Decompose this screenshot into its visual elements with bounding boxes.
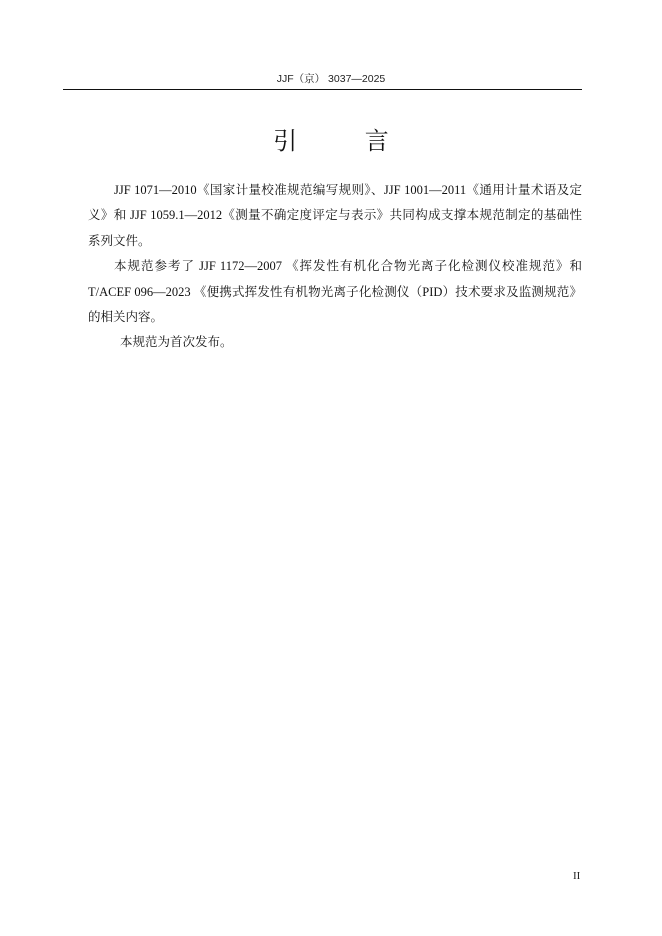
paragraph-2 <box>62 254 582 330</box>
paragraph-line: JJF 1071—2010《国家计量校准规范编写规则》、JJF 1001—2011《通用计量术语及定 <box>114 183 582 197</box>
section-title: 引 言 <box>273 127 419 155</box>
paragraph-line: 的相关内容。 <box>88 310 164 325</box>
paragraph-3 <box>62 330 582 355</box>
paragraph-line: 本规范参考了 JJF 1172—2007 《挥发性有机化合物光离子化检测仪校准规范》和 <box>114 259 582 274</box>
page-number: II <box>573 870 581 882</box>
document-body <box>62 178 582 356</box>
paragraph-line: 义》和 JJF 1059.1—2012《测量不确定度评定与表示》共同构成支撑本规范制定的基础性 <box>88 208 582 223</box>
document-code-header: JJF（京） 3037—2025 <box>276 73 386 85</box>
paragraph-line: 本规范为首次发布。 <box>120 335 233 350</box>
paragraph-line: 系列文件。 <box>88 233 151 248</box>
paragraph-1 <box>62 178 582 254</box>
paragraph-line: T/ACEF 096—2023 《便携式挥发性有机物光离子化检测仪（PID）技术要求及监测规范》 <box>88 284 582 299</box>
header-divider <box>63 89 582 90</box>
